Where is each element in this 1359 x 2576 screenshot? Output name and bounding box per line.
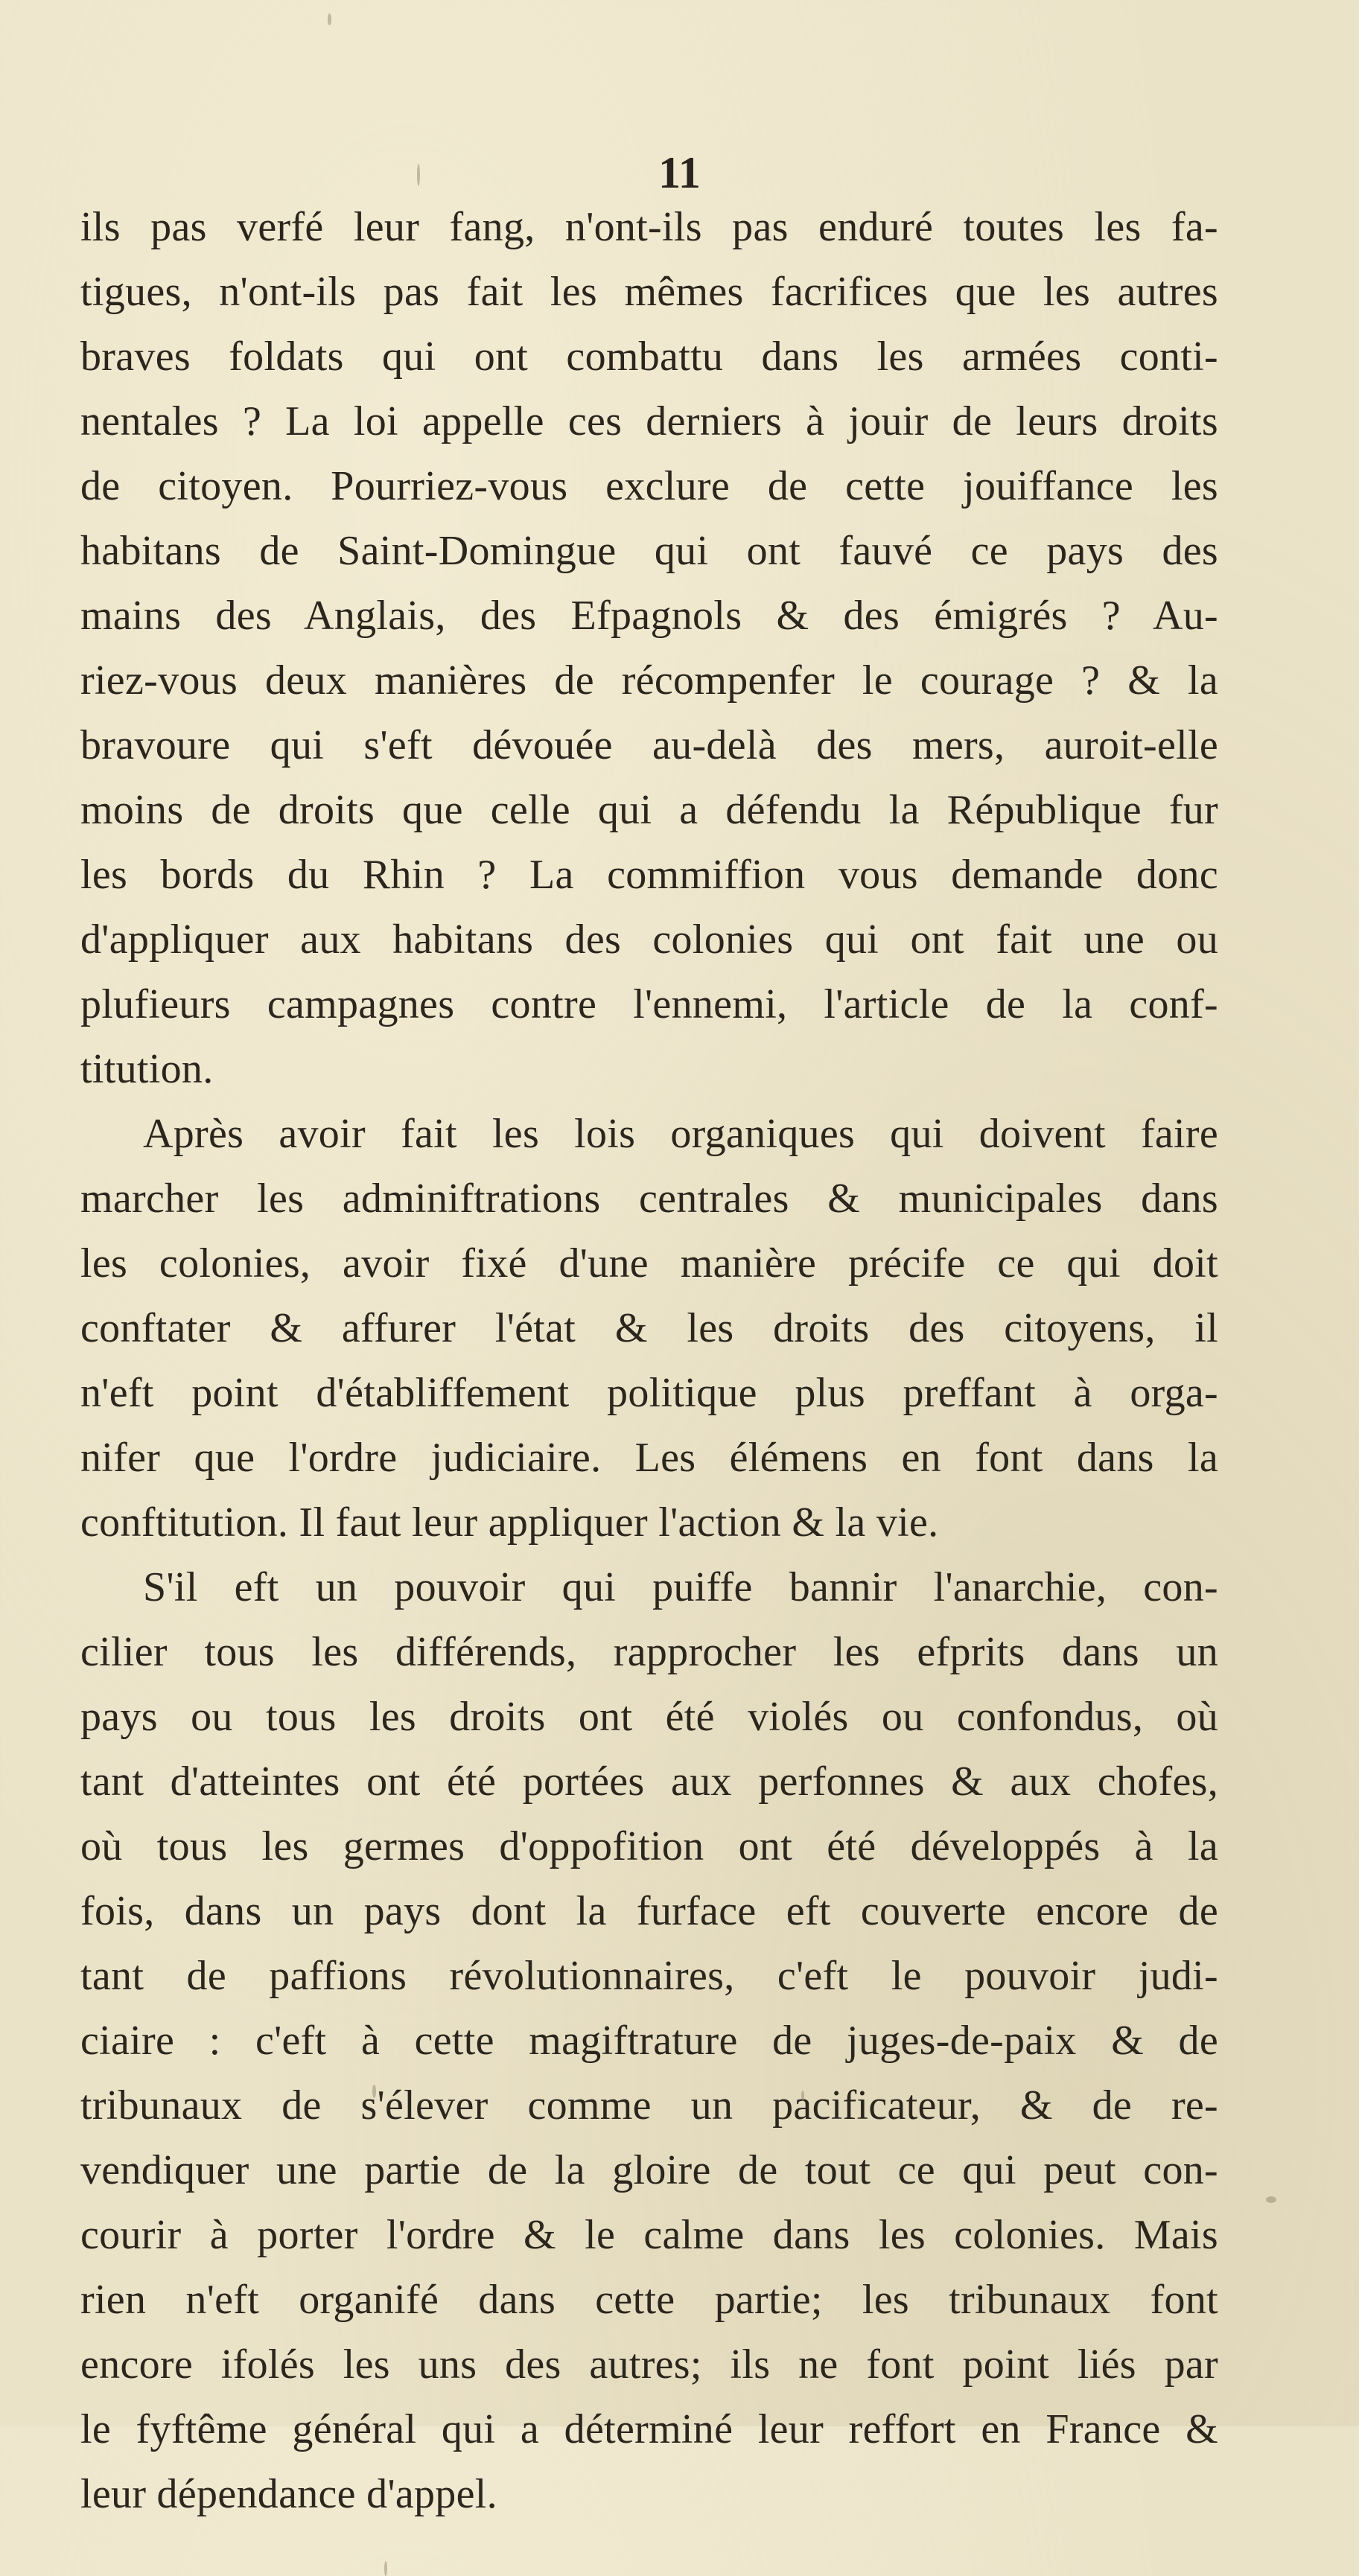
text-line: cilier tous les différends, rapprocher les efprits dans un: [80, 1629, 1218, 1675]
paper-speck: [417, 164, 420, 186]
text-line: encore ifolés les uns des autres; ils ne font point liés par: [80, 2341, 1218, 2388]
text-line: habitans de Saint-Domingue qui ont fauvé ce pays des: [80, 528, 1218, 574]
text-line: ils pas verfé leur fang, n'ont-ils pas enduré toutes les fa-: [80, 204, 1218, 250]
text-line: pays ou tous les droits ont été violés ou confondus, où: [80, 1694, 1218, 1740]
text-line: plufieurs campagnes contre l'ennemi, l'article de la conf-: [80, 981, 1218, 1027]
text-line: les colonies, avoir fixé d'une manière précife ce qui doit: [80, 1240, 1218, 1287]
text-line: conftitution. Il faut leur appliquer l'action & la vie.: [80, 1499, 939, 1546]
text-line: mains des Anglais, des Efpagnols & des émigrés ? Au-: [80, 593, 1218, 639]
text-line: moins de droits que celle qui a défendu la République fur: [80, 787, 1218, 833]
text-line: riez-vous deux manières de récompenfer le courage ? & la: [80, 657, 1218, 704]
paragraph-start-line: Après avoir fait les lois organiques qui doivent faire: [143, 1111, 1218, 1157]
paper-speck: [372, 2085, 376, 2098]
body-text: [80, 195, 1218, 2527]
text-line: conftater & affurer l'état & les droits des citoyens, il: [80, 1305, 1218, 1351]
paper-speck: [384, 2561, 387, 2576]
text-line: le fyftême général qui a déterminé leur reffort en France &: [80, 2406, 1218, 2452]
paper-speck: [328, 13, 331, 25]
text-line: titution.: [80, 1046, 214, 1092]
text-line: vendiquer une partie de la gloire de tout ce qui peut con-: [80, 2147, 1218, 2193]
text-line: braves foldats qui ont combattu dans les armées conti-: [80, 334, 1218, 380]
page-number: 11: [658, 148, 701, 197]
text-line: d'appliquer aux habitans des colonies qui ont fait une ou: [80, 916, 1218, 963]
text-line: ciaire : c'eft à cette magiftrature de juges-de-paix & de: [80, 2018, 1218, 2064]
text-line: marcher les adminiftrations centrales & municipales dans: [80, 1176, 1218, 1222]
text-line: tant d'atteintes ont été portées aux perfonnes & aux chofes,: [80, 1759, 1218, 1805]
text-line: de citoyen. Pourriez-vous exclure de cette jouiffance les: [80, 463, 1218, 509]
text-line: bravoure qui s'eft dévouée au-delà des mers, auroit-elle: [80, 722, 1218, 768]
paragraph-start-line: S'il eft un pouvoir qui puiffe bannir l'anarchie, con-: [143, 1564, 1218, 1610]
paper-speck: [801, 2091, 804, 2101]
text-line: fois, dans un pays dont la furface eft couverte encore de: [80, 1888, 1218, 1934]
paper-speck: [1266, 2196, 1276, 2203]
text-line: où tous les germes d'oppofition ont été développés à la: [80, 1823, 1218, 1869]
text-line: tigues, n'ont-ils pas fait les mêmes facrifices que les autres: [80, 269, 1218, 315]
text-line: les bords du Rhin ? La commiffion vous demande donc: [80, 852, 1218, 898]
text-line: nifer que l'ordre judiciaire. Les élémens en font dans la: [80, 1435, 1218, 1481]
text-line: rien n'eft organifé dans cette partie; les tribunaux font: [80, 2277, 1218, 2323]
text-line: courir à porter l'ordre & le calme dans les colonies. Mais: [80, 2212, 1218, 2258]
text-line: leur dépendance d'appel.: [80, 2471, 497, 2517]
text-line: tribunaux de s'élever comme un pacificateur, & de re-: [80, 2082, 1218, 2129]
text-line: nentales ? La loi appelle ces derniers à jouir de leurs droits: [80, 398, 1218, 444]
text-line: tant de paffions révolutionnaires, c'eft le pouvoir judi-: [80, 1953, 1218, 1999]
text-line: n'eft point d'établiffement politique plus preffant à orga-: [80, 1370, 1218, 1416]
